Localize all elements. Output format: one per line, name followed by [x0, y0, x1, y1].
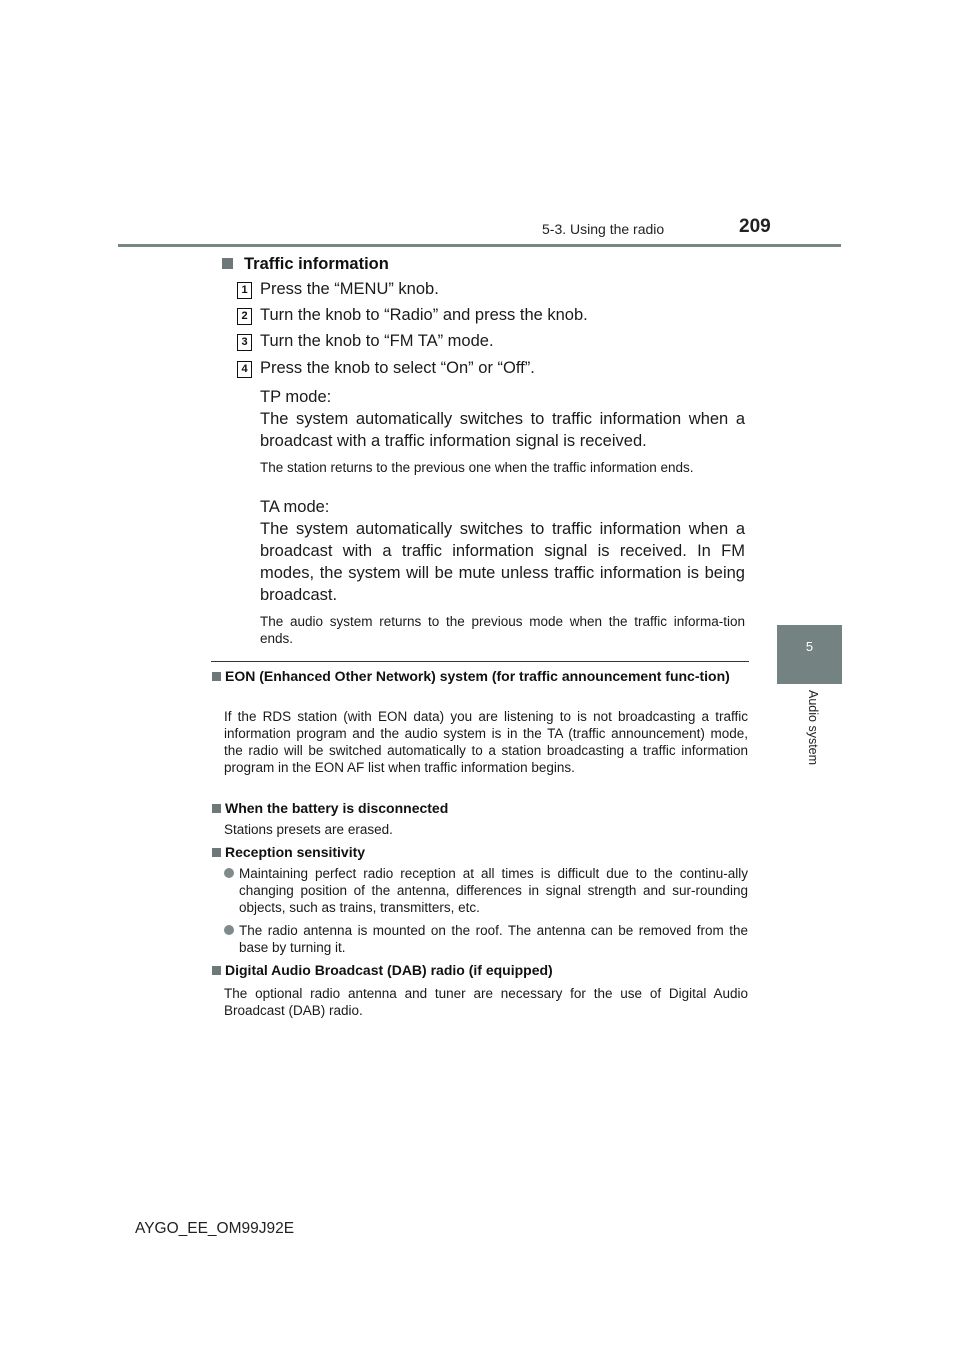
chapter-tab	[777, 625, 842, 684]
square-bullet-icon	[212, 848, 221, 857]
chapter-title: Audio system	[806, 690, 820, 766]
dab-heading	[212, 962, 748, 979]
tp-mode-note: The station returns to the previous one when the traffic information ends.	[260, 460, 694, 475]
tp-mode-description	[260, 386, 745, 452]
step-text: Turn the knob to “Radio” and press the knob.	[260, 306, 588, 324]
page-number: 209	[739, 216, 771, 237]
step-number-badge: 3	[237, 334, 252, 351]
square-bullet-icon	[222, 258, 233, 269]
tp-mode-text: The system automatically switches to traffic information when a broadcast with a traffic information signal is received.	[260, 410, 745, 450]
document-code: AYGO_EE_OM99J92E	[135, 1220, 295, 1237]
section-title: 5-3. Using the radio	[542, 221, 665, 237]
ta-mode-text: The system automatically switches to traffic information when a broadcast with a traffic information signal is received. In FM modes, the system will be mute unless traffic information is being broadcast.	[260, 520, 745, 604]
square-bullet-icon	[212, 672, 221, 681]
bullet-text: The radio antenna is mounted on the roof. The antenna can be removed from the base by turning it.	[239, 923, 748, 955]
chapter-number: 5	[805, 639, 814, 654]
heading-text: Traffic information	[244, 255, 389, 273]
circle-bullet-icon	[224, 868, 234, 878]
reception-bullet-2	[224, 922, 748, 956]
step-text: Press the “MENU” knob.	[260, 280, 439, 298]
ta-mode-label: TA mode:	[260, 498, 330, 516]
battery-text: Stations presets are erased.	[224, 822, 393, 837]
step-number-badge: 4	[237, 361, 252, 378]
step-text: Turn the knob to “FM TA” mode.	[260, 332, 494, 350]
dab-text: The optional radio antenna and tuner are necessary for the use of Digital Audio Broadcast (DAB) radio.	[224, 986, 748, 1018]
ta-mode-note: The audio system returns to the previous mode when the traffic informa-tion ends.	[260, 614, 745, 646]
reception-heading-text: Reception sensitivity	[225, 844, 366, 860]
dab-heading-text: Digital Audio Broadcast (DAB) radio (if equipped)	[225, 962, 553, 978]
tp-mode-label: TP mode:	[260, 388, 332, 406]
eon-heading-text: EON (Enhanced Other Network) system (for traffic announcement func-tion)	[225, 668, 730, 684]
battery-heading	[212, 800, 748, 817]
step-text: Press the knob to select “On” or “Off”.	[260, 359, 535, 377]
header-divider	[118, 244, 841, 247]
square-bullet-icon	[212, 804, 221, 813]
step-number-badge: 1	[237, 282, 252, 299]
reception-heading	[212, 844, 748, 861]
traffic-information-heading	[222, 255, 389, 274]
square-bullet-icon	[212, 966, 221, 975]
eon-heading	[212, 668, 748, 685]
circle-bullet-icon	[224, 925, 234, 935]
battery-heading-text: When the battery is disconnected	[225, 800, 449, 816]
step-number-badge: 2	[237, 308, 252, 325]
notes-divider	[211, 661, 749, 662]
bullet-text: Maintaining perfect radio reception at all times is difficult due to the continu-ally changing position of the antenna, differences in signal strength and sur-rounding objects, such as trains, transmitters, etc.	[239, 866, 748, 915]
reception-bullet-1	[224, 865, 748, 916]
eon-text: If the RDS station (with EON data) you are listening to is not broadcasting a traffic information program and the audio system is in the TA (traffic announcement) mode, the radio will be switched automatically to a station broadcasting a traffic information program in the EON AF list when traffic information begins.	[224, 709, 748, 775]
ta-mode-description	[260, 496, 745, 606]
